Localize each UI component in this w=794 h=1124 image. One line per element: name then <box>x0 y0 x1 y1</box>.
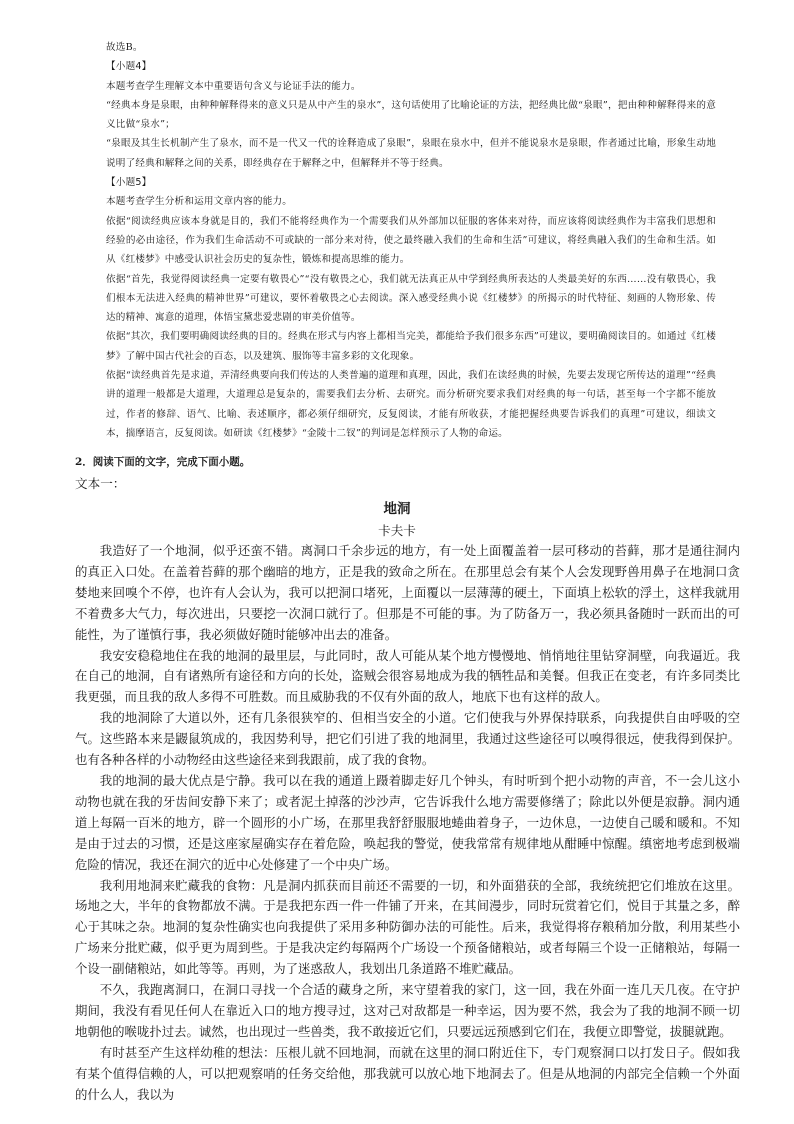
story-paragraph: 我的地洞的最大优点是宁静。我可以在我的通道上蹑着脚走好几个钟头，有时听到个把小动物的声音，不一会儿这小动物也就在我的牙齿间安静下来了；或者泥土掉落的沙沙声，它告诉我什么地方需要修缮了；除此以外便是寂静。洞内通道上每隔一百米的地方，辟一个圆形的小广场，在那里我舒舒服服地蜷曲着身子，一边休息，一边使自己暖和暖和。不知是由于过去的习惯，还是这座家屋确实存在着危险，唤起我的警觉，使我常常有规律地从酣睡中惊醒。缜密地考虑到极端危险的情况，我还在洞穴的近中心处修建了一个中央广场。 <box>75 773 740 872</box>
answer-analysis <box>106 38 716 443</box>
analysis-line: “经典本身是泉眼，由种种解释得来的意义只是从中产生的泉水”，这句话使用了比喻论证的方法，把经典比做“泉眼”，把由种种解释得来的意义比做“泉水”； <box>106 99 716 131</box>
text-label: 文本一： <box>75 477 126 491</box>
analysis-line: 本题考查学生理解文本中重要语句含义与论证手法的能力。 <box>106 80 361 92</box>
story-paragraph: 我造好了一个地洞，似乎还蛮不错。离洞口千余步远的地方，有一处上面覆盖着一层可移动的苔藓，那才是通往洞内的真正入口处。在盖着苔藓的那个幽暗的地方，正是我的致命之所在。在那里总会有某个人会发现野兽用鼻子在地洞口贪婪地来回嗅个不停，也许有人会认为，我可以把洞口堵死，上面覆以一层薄薄的硬土，下面填上松软的浮土，这样我就用不着费多大气力，每次进出，只要挖一次洞口就行了。但那是不可能的事。为了防备万一，我必须具备随时一跃而出的可能性，为了谨慎行事，我必须做好随时能够冲出去的准备。 <box>75 544 740 642</box>
story-body <box>75 541 740 1105</box>
story-paragraph: 有时甚至产生这样幼稚的想法：压根儿就不回地洞，而就在这里的洞口附近住下，专门观察洞口以打发日子。假如我有某个值得信赖的人，可以把观察哨的任务交给他，那我就可以放心地下地洞去了。但是从地洞的内部完全信赖一个外面的什么人，我以为 <box>75 1045 740 1102</box>
story-paragraph: 我利用地洞来贮藏我的食物：凡是洞内抓获而目前还不需要的一切，和外面猎获的全部，我统统把它们堆放在这里。场地之大，半年的食物都放不满。于是我把东西一件一件铺了开来，在其间漫步，同时玩赏着它们，悦目于其量之多，醉心于其味之杂。地洞的复杂性确实也向我提供了采用多种防御办法的可能性。后来，我觉得将存粮稍加分散，利用某些小广场来分批贮藏，似乎更为周到些。于是我决定约每隔两个广场设一个预备储粮站，或者每隔三个设一正储粮站，每隔一个设一副储粮站，如此等等。再则，为了迷惑敌人，我划出几条道路不堆贮藏品。 <box>75 878 740 977</box>
analysis-line: 本题考查学生分析和运用文章内容的能力。 <box>106 196 293 208</box>
analysis-line: 依据“首先，我觉得阅读经典一定要有敬畏心”“没有敬畏之心，我们就无法真正从中学到经典所表达的人类最美好的东西……没有敬畏心，我们根本无法进入经典的精神世界”可建议，要怀着敬畏之心去阅读。深入感受经典小说《红楼梦》的所揭示的时代特征、刻画的人物形象、传达的精神、寓意的道理，体悟宝黛悲爱悲剧的审美价值等。 <box>106 273 716 324</box>
story-paragraph: 我的地洞除了大道以外，还有几条很狭窄的、但相当安全的小道。它们使我与外界保持联系，向我提供自由呼吸的空气。这些路本来是鼹鼠筑成的，我因势利导，把它们引进了我的地洞里，我通过这些途径可以嗅得很远，使我得到保护。也有各种各样的小动物经由这些途径来到我跟前，成了我的食物。 <box>75 711 740 768</box>
story-paragraph: 我安安稳稳地住在我的地洞的最里层，与此同时，敌人可能从某个地方慢慢地、悄悄地往里钻穿洞壁，向我逼近。我在自己的地洞，自有诸熟所有途径和方向的长处，盗贼会很容易地成为我的牺牲品和美餐。但我正在变老，有许多同类比我更强，而且我的敌人多得不可胜数。而且威胁我的不仅有外面的敌人，地底下也有这样的敌人。 <box>75 648 740 705</box>
story-paragraph: 不久，我跑离洞口，在洞口寻找一个合适的藏身之所，来守望着我的家门，这一回，我在外面一连几天几夜。在守护期间，我没有看见任何人在靠近入口的地方搜寻过，这对己对敌都是一种幸运，因为要不然，我会为了我的地洞不顾一切地朝他的喉咙扑过去。诚然，也出现过一些兽类，我不敢接近它们，只要远远预感到它们在，我便立即警觉，拔腿就跑。 <box>75 983 740 1039</box>
analysis-line: 依据“其次，我们要明确阅读经典的目的。经典在形式与内容上都相当完美，都能给予我们很多东西”可建议，要明确阅读目的。如通过《红楼梦》了解中国古代社会的百态，以及建筑、服饰等丰富多彩的文化现象。 <box>106 331 716 362</box>
subquestion-tag: 【小题4】 <box>106 61 152 73</box>
analysis-line: 依据“读经典首先是求道，弄清经典要向我们传达的人类普遍的道理和真理，因此，我们在读经典的时候，先要去发现它所传达的道理”“经典讲的道理一般都是大道理，大道理总是复杂的，需要我们去分析、去研究。而分析研究要求我们对经典的每一句话，甚至每一个字都不能放过，作者的修辞、语气、比喻、表述顺序，都必须仔细研究，反复阅读，才能有所收获，才能把握经典要告诉我们的真理”可建议，细读文本，揣摩语言，反复阅读。如研读《红楼梦》“金陵十二钗”的判词是怎样预示了人物的命运。 <box>106 370 716 439</box>
analysis-line: 依据“阅读经典应该本身就是目的，我们不能将经典作为一个需要我们从外部加以征服的客体来对待，而应该将阅读经典作为丰富我们思想和经验的必由途径，作为我们生命活动不可或缺的一部分来对待，使之最终融入我们的生命和生活”可建议，将经典融入我们的生命和生活。如从《红楼梦》中感受认识社会历史的复杂性，锻炼和提高思维的能力。 <box>106 215 716 266</box>
subquestion-tag: 【小题5】 <box>106 177 152 189</box>
question-heading: 2．阅读下面的文字，完成下面小题。 <box>75 456 251 468</box>
analysis-line: “泉眼及其生长机制产生了泉水，而不是一代又一代的诠释造成了泉眼”，泉眼在泉水中，但并不能说泉水是泉眼，作者通过比喻，形象生动地说明了经典和解释之间的关系，即经典存在于解释之中，但解释并不等于经典。 <box>106 138 716 169</box>
story-title: 地洞 <box>383 501 411 516</box>
story-author: 卡夫卡 <box>378 524 416 538</box>
analysis-line: 故选B。 <box>106 42 143 53</box>
